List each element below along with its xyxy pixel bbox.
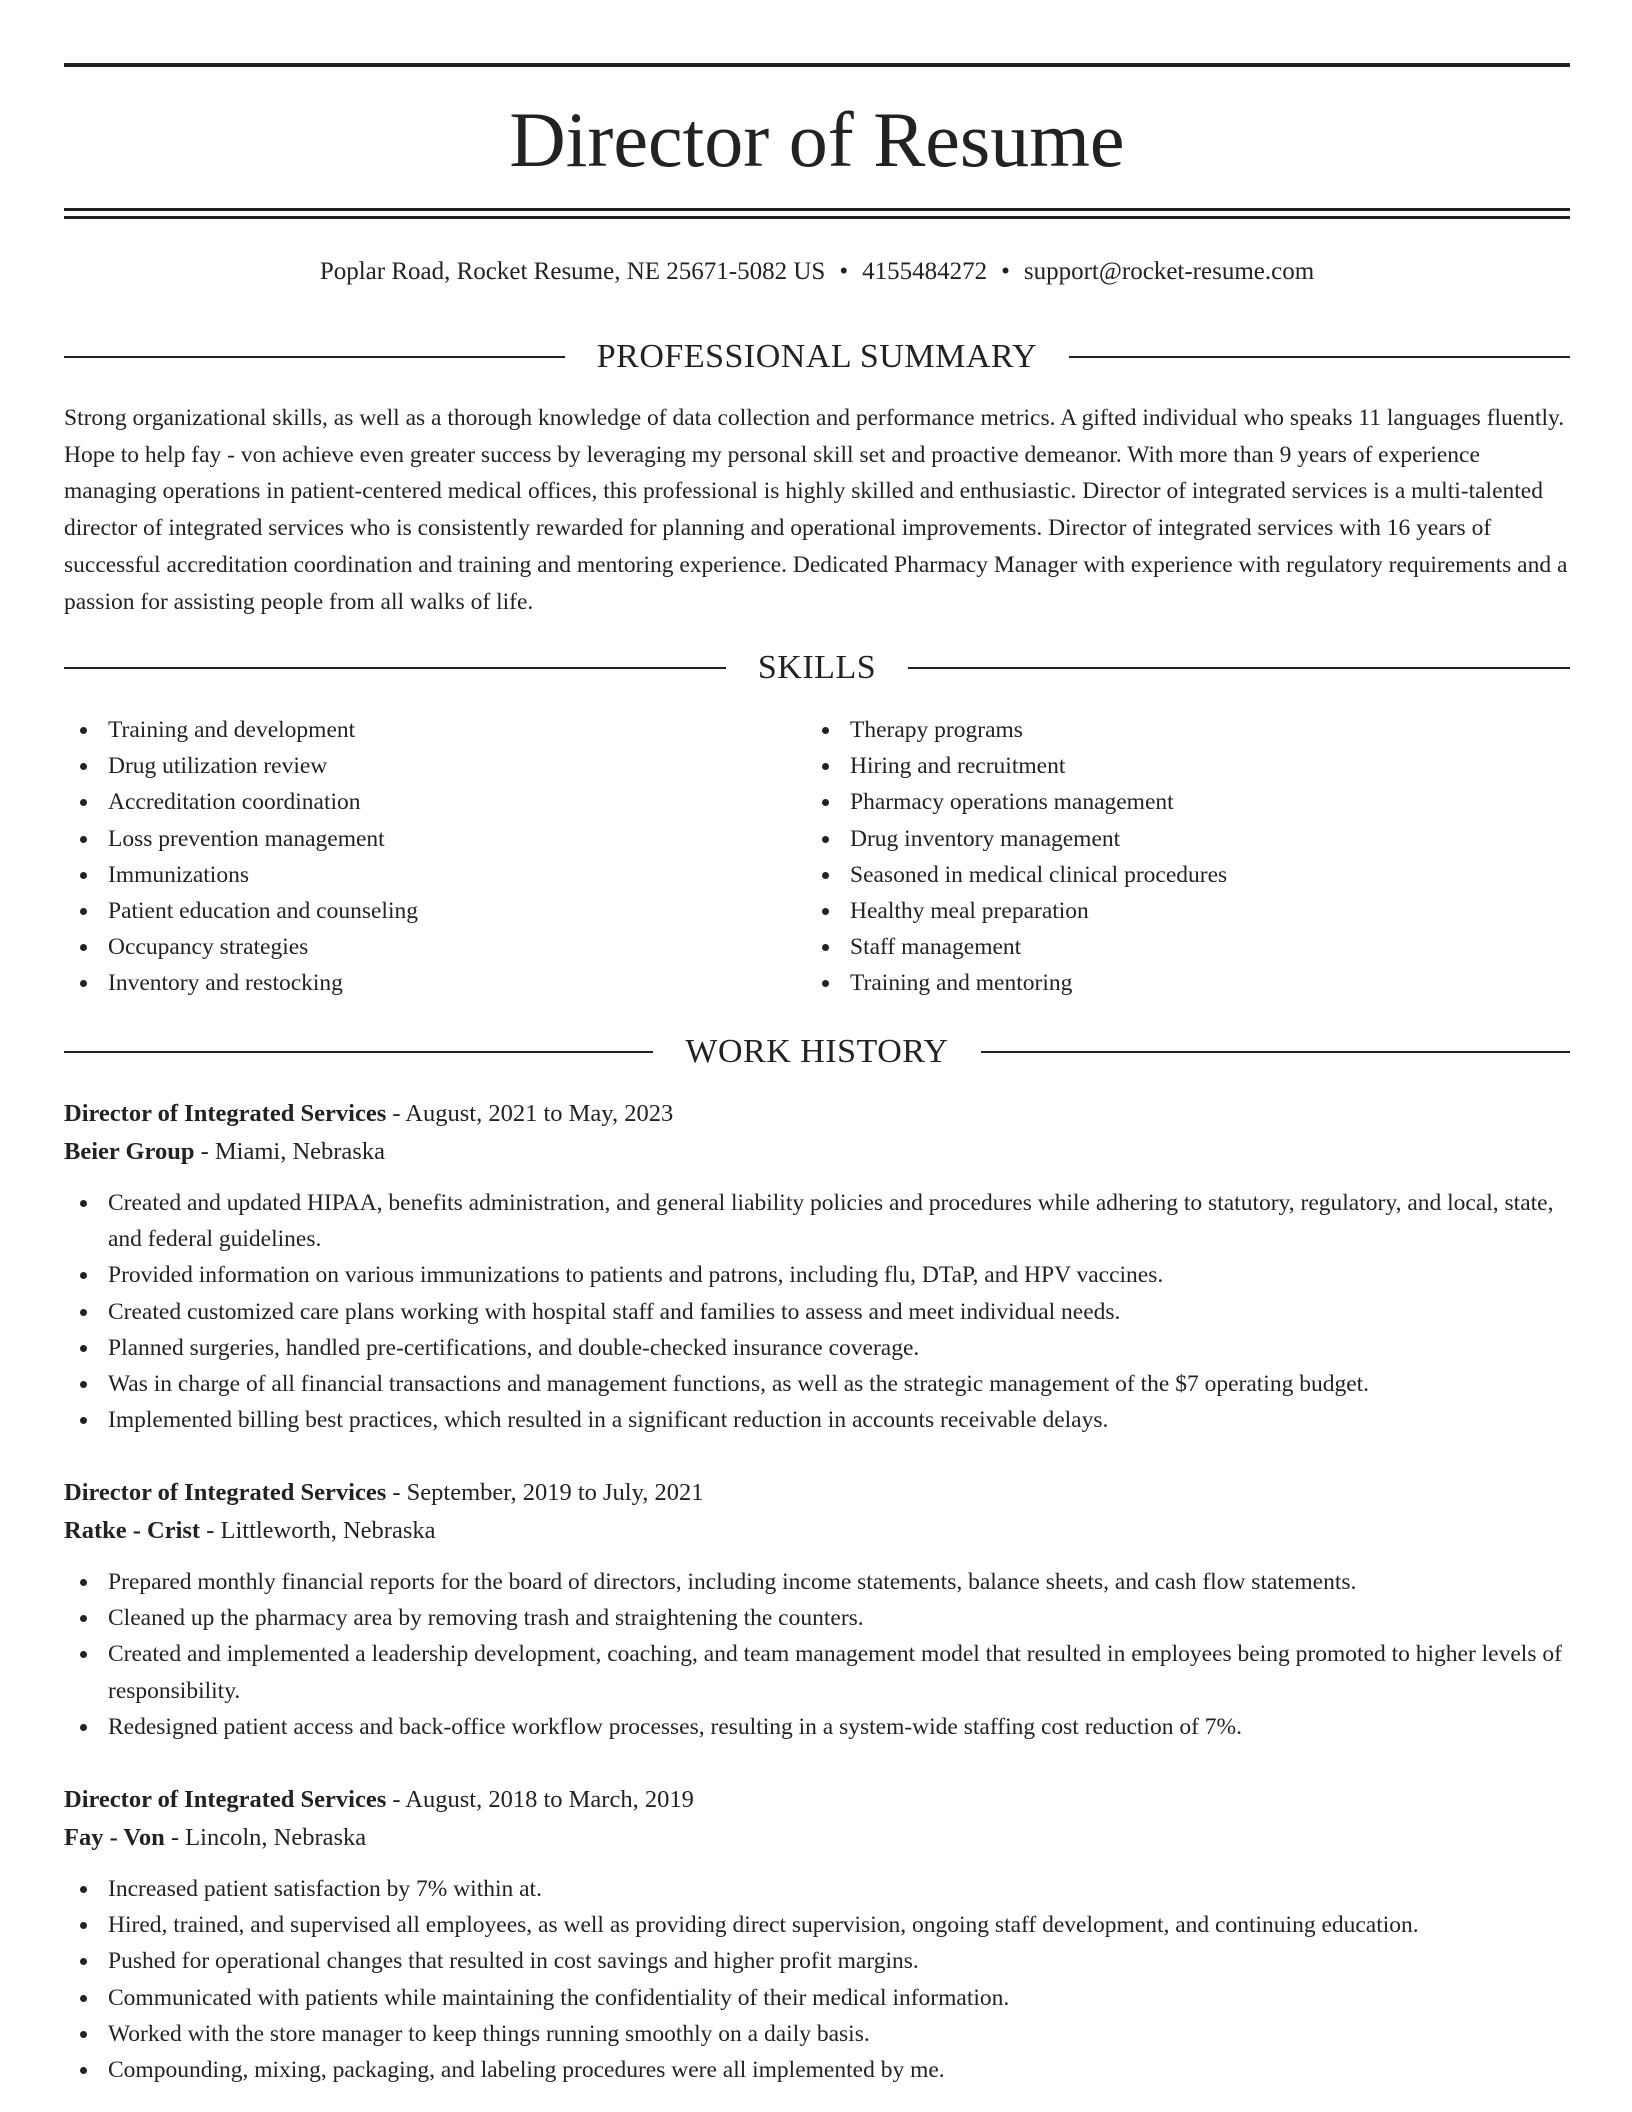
job-dates: - August, 2021 to May, 2023 (386, 1100, 674, 1127)
heading-rule-left (64, 1051, 653, 1053)
job-bullets (64, 1185, 1570, 1438)
job-title: Director of Integrated Services (64, 1479, 387, 1506)
heading-rule-right (981, 1051, 1570, 1053)
skill-item: Pharmacy operations management (806, 784, 1546, 820)
skill-item: Staff management (806, 929, 1546, 965)
job-company-line (64, 1133, 1570, 1171)
contact-email: support@rocket-resume.com (1023, 258, 1315, 285)
job-bullet: Provided information on various immunizations to patients and patrons, including flu, DTaP, and HPV vaccines. (64, 1257, 1570, 1293)
job-location: - Littleworth, Nebraska (200, 1517, 436, 1544)
skill-item: Seasoned in medical clinical procedures (806, 857, 1546, 893)
job-company-line (64, 1819, 1570, 1857)
title-rule-upper (64, 208, 1570, 211)
job-title: Director of Integrated Services (64, 1100, 387, 1127)
contact-separator: • (1001, 258, 1010, 285)
skill-item: Training and development (64, 712, 764, 748)
job-bullet: Cleaned up the pharmacy area by removing trash and straightening the counters. (64, 1600, 1570, 1636)
job-dates: - August, 2018 to March, 2019 (386, 1786, 694, 1813)
job-bullet: Was in charge of all financial transactions and management functions, as well as the strategic management of the $7 operating budget. (64, 1366, 1570, 1402)
job-bullet: Hired, trained, and supervised all employees, as well as providing direct supervision, ongoing staff development, and continuing education. (64, 1907, 1570, 1943)
job-company-line (64, 1512, 1570, 1550)
skill-item: Loss prevention management (64, 821, 764, 857)
heading-rule-left (64, 356, 565, 358)
heading-rule-right (908, 667, 1570, 669)
summary-heading-label: PROFESSIONAL SUMMARY (596, 338, 1038, 375)
skill-item: Inventory and restocking (64, 965, 764, 1001)
skill-item: Therapy programs (806, 712, 1546, 748)
heading-rule-left (64, 667, 726, 669)
skill-item: Accreditation coordination (64, 784, 764, 820)
job-company: Beier Group (64, 1138, 195, 1165)
contact-line (64, 254, 1570, 290)
job-bullet: Pushed for operational changes that resulted in cost savings and higher profit margins. (64, 1943, 1570, 1979)
job-bullet: Planned surgeries, handled pre-certifications, and double-checked insurance coverage. (64, 1330, 1570, 1366)
skills-list-left (64, 712, 764, 1002)
work-entry (64, 1095, 1570, 1438)
job-location: - Miami, Nebraska (194, 1138, 385, 1165)
job-bullet: Redesigned patient access and back-office workflow processes, resulting in a system-wide staffing cost reduction of 7%. (64, 1709, 1570, 1745)
skill-item: Immunizations (64, 857, 764, 893)
job-bullet: Created and implemented a leadership development, coaching, and team management model that resulted in employees being promoted to higher levels of responsibility. (64, 1636, 1570, 1708)
job-bullet: Worked with the store manager to keep things running smoothly on a daily basis. (64, 2016, 1570, 2052)
skills-list-right (806, 712, 1546, 1002)
summary-text: Strong organizational skills, as well as a thorough knowledge of data collection and performance metrics. A gifted individual who speaks 11 languages fluently. Hope to help fay - von achieve even greater success by leveraging my personal skill set and proactive demeanor. With more than 9 years of experience managing operations in patient-centered medical offices, this professional is highly skilled and enthusiastic. Director of integrated services is a multi-talented director of integrated services who is consistently rewarded for planning and operational improvements. Director of integrated services with 16 years of successful accreditation coordination and training and mentoring experience. Dedicated Pharmacy Manager with experience with regulatory requirements and a passion for assisting people from all walks of life. (64, 405, 1568, 615)
job-bullet: Communicated with patients while maintaining the confidentiality of their medical information. (64, 1980, 1570, 2016)
skill-item: Healthy meal preparation (806, 893, 1546, 929)
job-company: Ratke - Crist (64, 1517, 201, 1544)
work-entry (64, 1781, 1570, 2088)
job-bullet: Compounding, mixing, packaging, and labeling procedures were all implemented by me. (64, 2052, 1570, 2088)
skill-item: Training and mentoring (806, 965, 1546, 1001)
skills-heading-label: SKILLS (757, 649, 877, 686)
skill-item: Drug inventory management (806, 821, 1546, 857)
work-heading (64, 1030, 1570, 1074)
skill-item: Patient education and counseling (64, 893, 764, 929)
contact-phone: 4155484272 (862, 258, 988, 285)
job-bullets (64, 1564, 1570, 1745)
contact-separator: • (839, 258, 849, 285)
job-title-line (64, 1095, 1570, 1133)
job-bullet: Created customized care plans working with hospital staff and families to assess and meet individual needs. (64, 1294, 1570, 1330)
job-title-line (64, 1474, 1570, 1512)
job-title: Director of Integrated Services (64, 1786, 387, 1813)
contact-address: Poplar Road, Rocket Resume, NE 25671-5082 US (319, 258, 826, 285)
skill-item: Hiring and recruitment (806, 748, 1546, 784)
job-title-line (64, 1781, 1570, 1819)
job-dates: - September, 2019 to July, 2021 (386, 1479, 704, 1506)
job-bullet: Implemented billing best practices, which resulted in a significant reduction in accounts receivable delays. (64, 1402, 1570, 1438)
job-bullet: Prepared monthly financial reports for the board of directors, including income statements, balance sheets, and cash flow statements. (64, 1564, 1570, 1600)
job-location: - Lincoln, Nebraska (164, 1824, 367, 1851)
job-company: Fay - Von (64, 1824, 165, 1851)
work-entry (64, 1474, 1570, 1745)
job-bullet: Created and updated HIPAA, benefits administration, and general liability policies and procedures while adhering to statutory, regulatory, and local, state, and federal guidelines. (64, 1185, 1570, 1257)
skill-item: Occupancy strategies (64, 929, 764, 965)
work-heading-label: WORK HISTORY (685, 1033, 949, 1070)
title-rule-lower (64, 216, 1570, 219)
skill-item: Drug utilization review (64, 748, 764, 784)
summary-heading (64, 335, 1570, 379)
top-rule (64, 63, 1570, 67)
job-bullets (64, 1871, 1570, 2088)
heading-rule-right (1069, 356, 1570, 358)
skills-heading (64, 646, 1570, 690)
job-bullet: Increased patient satisfaction by 7% within at. (64, 1871, 1570, 1907)
page-title: Director of Resume (509, 96, 1125, 183)
